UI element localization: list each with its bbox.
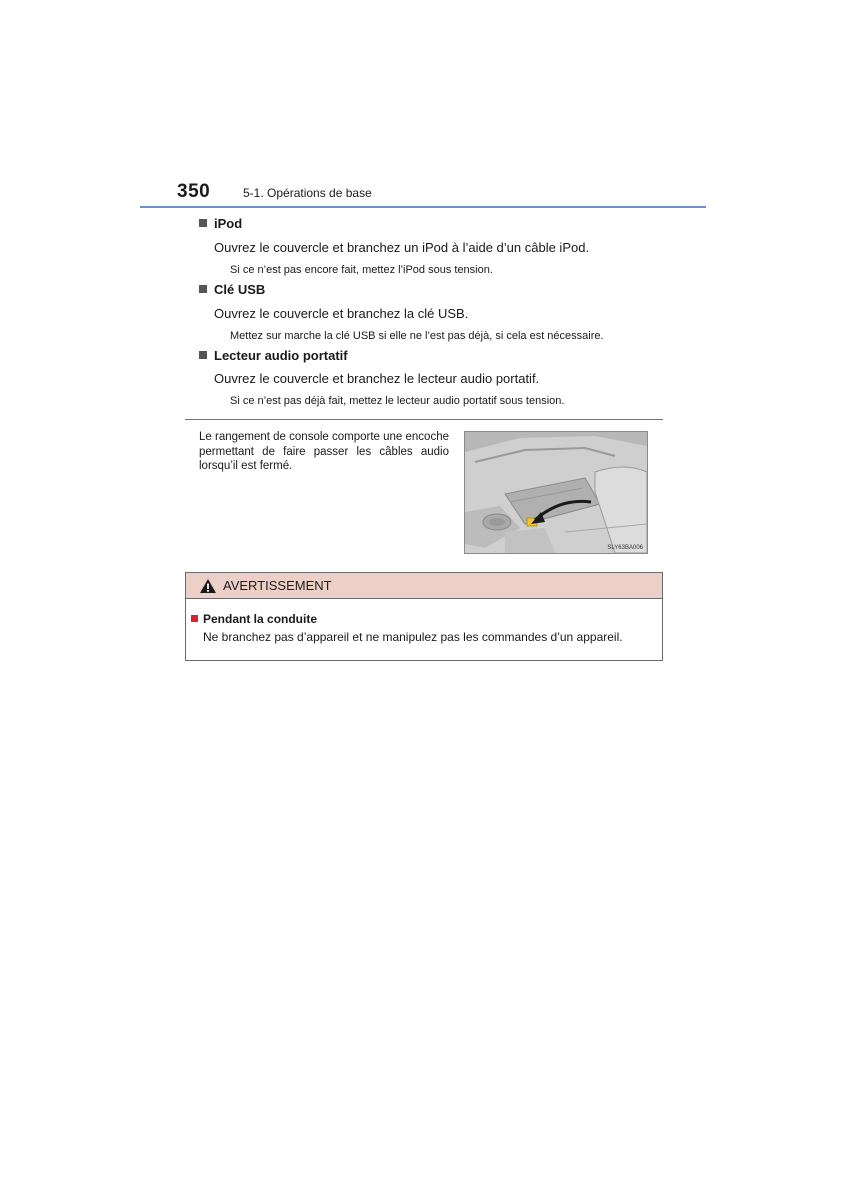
item-text-usb: Ouvrez le couvercle et branchez la clé USB. [214, 306, 469, 321]
item-note-ipod: Si ce n’est pas encore fait, mettez l’iPod sous tension. [230, 264, 493, 276]
item-heading-ipod: iPod [199, 216, 242, 231]
square-bullet-icon [199, 351, 207, 359]
figure-caption: Le rangement de console comporte une encoche permettant de faire passer les câbles audio lorsqu’il est fermé. [199, 431, 449, 472]
console-illustration [465, 432, 647, 553]
warning-triangle-icon [199, 578, 217, 594]
figure-id: SLY63BA006 [607, 545, 643, 551]
warning-header [186, 573, 662, 599]
warning-title: AVERTISSEMENT [223, 578, 332, 593]
section-title: 5-1. Opérations de base [243, 186, 372, 200]
warning-text: Ne branchez pas d’appareil et ne manipulez pas les commandes d’un appareil. [203, 630, 623, 644]
item-note-usb: Mettez sur marche la clé USB si elle ne l’est pas déjà, si cela est nécessaire. [230, 330, 604, 342]
square-bullet-icon [199, 285, 207, 293]
console-figure [464, 431, 648, 554]
item-heading-portable: Lecteur audio portatif [199, 348, 348, 363]
page-number: 350 [177, 181, 211, 202]
square-bullet-icon [199, 219, 207, 227]
item-heading-usb: Clé USB [199, 282, 265, 297]
item-text-portable: Ouvrez le couvercle et branchez le lecteur audio portatif. [214, 371, 540, 386]
item-note-portable: Si ce n’est pas déjà fait, mettez le lecteur audio portatif sous tension. [230, 395, 565, 407]
item-text-ipod: Ouvrez le couvercle et branchez un iPod à l’aide d’un câble iPod. [214, 240, 590, 255]
warning-subtitle: Pendant la conduite [191, 612, 317, 626]
section-divider [185, 419, 663, 420]
header-rule [140, 206, 706, 208]
red-square-bullet-icon [191, 615, 198, 622]
warning-box [185, 572, 663, 661]
